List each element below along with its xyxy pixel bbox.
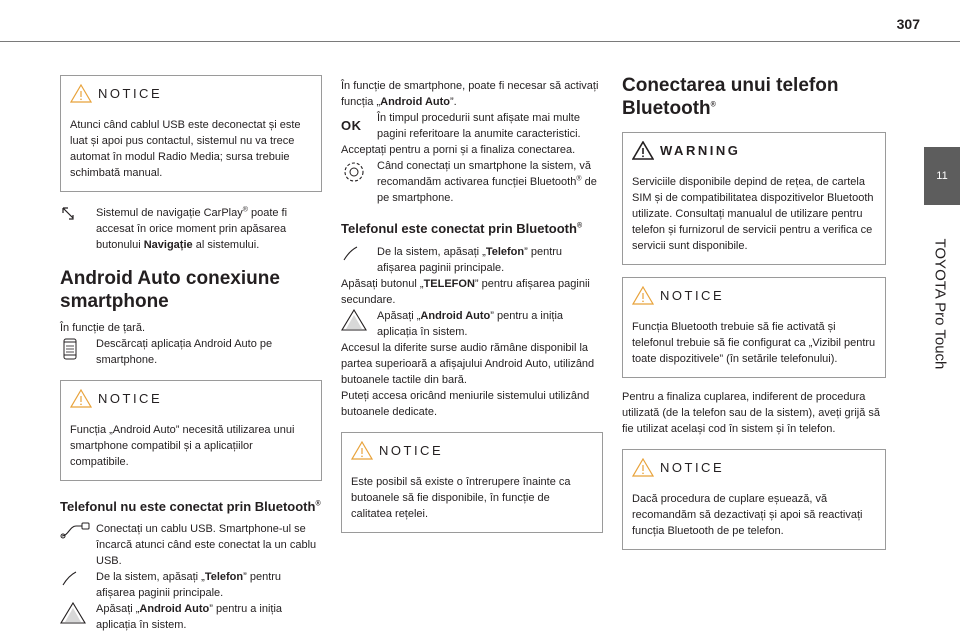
notice-title: NOTICE bbox=[379, 443, 444, 458]
telefon-button-step: Apăsați butonul „TELEFON” pentru afișarea paginii secundare. bbox=[341, 278, 590, 306]
notice-text: Este posibil să existe o întrerupere înainte ca butoanele să fie disponibile, în funcție de calitatea rețelei. bbox=[351, 476, 571, 520]
step-phone bbox=[60, 569, 322, 601]
section-heading: Android Auto conexiune smartphone bbox=[60, 268, 280, 312]
column-1 bbox=[60, 64, 322, 633]
step-text: De la sistem, apăsați „Telefon” pentru afișarea paginii principale. bbox=[96, 571, 282, 599]
notice-header bbox=[632, 286, 876, 305]
page-number: 307 bbox=[896, 16, 920, 32]
step-phone bbox=[341, 244, 603, 276]
step-text: Apăsați „Android Auto” pentru a iniția aplicația în sistem. bbox=[377, 310, 564, 338]
country-note: În funcție de țară. bbox=[60, 322, 145, 334]
notice-title: NOTICE bbox=[660, 460, 725, 475]
notice-text: Dacă procedura de cuplare eșuează, vă recomandăm să dezactivați și apoi să reactivați funcția Bluetooth de pe telefon. bbox=[632, 493, 863, 537]
notice-header bbox=[351, 441, 593, 460]
notice-title: NOTICE bbox=[98, 86, 163, 101]
download-step bbox=[60, 336, 322, 368]
column-3 bbox=[622, 74, 886, 550]
notice-text: Atunci când cablul USB este deconectat și este luat și apoi pus contactul, sistemul nu va trece automat în modul Radio Media; sursa trebuie schimbată manual. bbox=[70, 119, 301, 179]
subheading: Telefonul este conectat prin Bluetooth® bbox=[341, 221, 583, 236]
warning-triangle-icon bbox=[632, 141, 654, 160]
step-text: De la sistem, apăsați „Telefon” pentru afișarea paginii principale. bbox=[377, 246, 563, 274]
finger-tap-icon bbox=[341, 245, 361, 263]
warning-title: WARNING bbox=[660, 143, 741, 158]
subheading: Telefonul nu este conectat prin Bluetooth® bbox=[60, 499, 321, 514]
android-auto-icon bbox=[60, 602, 86, 624]
caution-triangle-icon bbox=[632, 458, 654, 477]
notice-title: NOTICE bbox=[98, 391, 163, 406]
gear-tip-icon bbox=[341, 159, 367, 185]
ok-text: În timpul procedurii sunt afișate mai multe pagini referitoare la anumite caracteristici. bbox=[377, 112, 581, 140]
warning-text: Serviciile disponibile depind de rețea, de cartela SIM și de compatibilitatea dispozitivelor Bluetooth utilizate. Consultați manualul de utilizare pentru telefon și furnizorul de servicii pentru a verifica ce servicii sunt disponibile. bbox=[632, 176, 874, 252]
navigation-arrow-icon bbox=[60, 206, 76, 222]
step-android-auto bbox=[60, 601, 322, 633]
pairing-text: Pentru a finaliza cuplarea, indiferent de procedura utilizată (de la telefon sau de la sistem), aveți grijă să fie utilizat același cod în sistem și în telefon. bbox=[622, 391, 881, 435]
step-text: Apăsați „Android Auto” pentru a iniția aplicația în sistem. bbox=[96, 603, 283, 631]
section-heading: Conectarea unui telefon Bluetooth® bbox=[622, 75, 839, 119]
chapter-tab[interactable]: 11 bbox=[924, 147, 960, 205]
usb-text: Conectați un cablu USB. Smartphone-ul se încarcă atunci când este conectat la un cablu USB. bbox=[96, 523, 317, 567]
notice-box bbox=[60, 75, 322, 192]
warning-box bbox=[622, 132, 886, 265]
notice-title: NOTICE bbox=[660, 288, 725, 303]
android-auto-icon bbox=[341, 309, 367, 331]
warning-header bbox=[632, 141, 876, 160]
notice-header bbox=[70, 389, 312, 408]
notice-text: Funcția „Android Auto” necesită utilizarea unui smartphone compatibil și a aplicațiilor compatibile. bbox=[70, 424, 295, 468]
usb-cable-icon bbox=[60, 522, 90, 540]
smartphone-download-icon bbox=[60, 337, 82, 361]
bluetooth-tip bbox=[341, 158, 603, 206]
download-text: Descărcați aplicația Android Auto pe smartphone. bbox=[96, 338, 273, 366]
bluetooth-tip-text: Când conectați un smartphone la sistem, vă recomandăm activarea funcției Bluetooth® de pe smartphone. bbox=[377, 160, 597, 204]
finger-tap-icon bbox=[60, 570, 80, 588]
usb-step bbox=[60, 521, 322, 569]
accept-text: Acceptați pentru a porni și a finaliza conectarea. bbox=[341, 144, 576, 156]
caution-triangle-icon bbox=[632, 286, 654, 305]
menus-text: Puteți accesa oricând meniurile sistemului utilizând butoanele dedicate. bbox=[341, 390, 590, 418]
caution-triangle-icon bbox=[70, 389, 92, 408]
caution-triangle-icon bbox=[70, 84, 92, 103]
notice-header bbox=[70, 84, 312, 103]
audio-sources-text: Accesul la diferite surse audio rămâne disponibil la partea superioară a afișajului Android Auto, utilizând butoanele tactile din bară. bbox=[341, 342, 595, 386]
step-android-auto bbox=[341, 308, 603, 340]
column-2 bbox=[341, 78, 603, 533]
ok-icon: OK bbox=[341, 118, 362, 133]
ok-step bbox=[341, 110, 603, 142]
notice-box bbox=[60, 380, 322, 481]
chapter-title: TOYOTA Pro Touch bbox=[931, 238, 949, 370]
notice-header bbox=[632, 458, 876, 477]
header-rule bbox=[0, 41, 960, 42]
notice-text: Funcția Bluetooth trebuie să fie activată și telefonul trebuie să fie configurat ca „Vizibil pentru toate dispozitivele” (în setările telefonului). bbox=[632, 321, 876, 365]
notice-box bbox=[622, 277, 886, 378]
caution-triangle-icon bbox=[351, 441, 373, 460]
carplay-tip bbox=[60, 205, 322, 253]
notice-box bbox=[622, 449, 886, 550]
carplay-text: Sistemul de navigație CarPlay® poate fi accesat în orice moment prin apăsarea butonului Navigație al sistemului. bbox=[96, 206, 288, 251]
intro-text: În funcție de smartphone, poate fi necesar să activați funcția „Android Auto”. bbox=[341, 80, 599, 108]
notice-box bbox=[341, 432, 603, 533]
